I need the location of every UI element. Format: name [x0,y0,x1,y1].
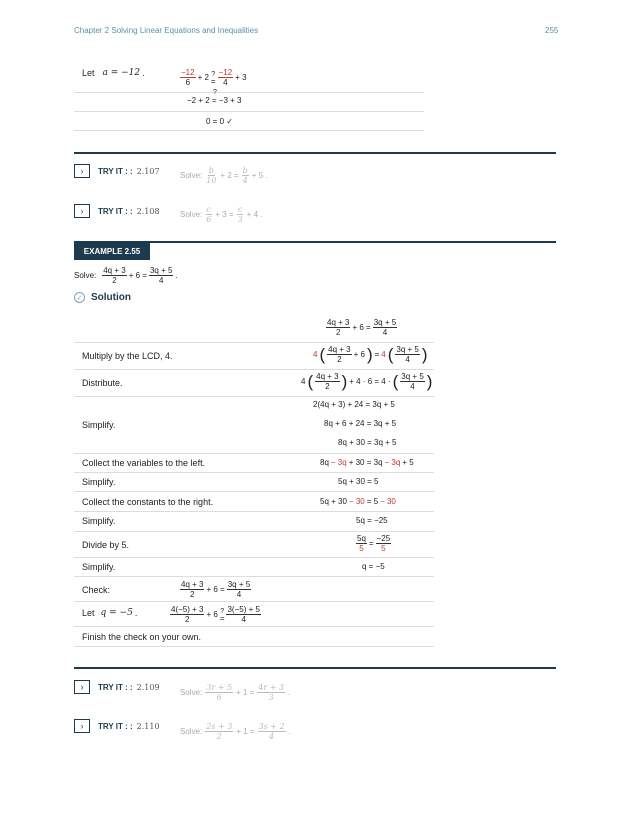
step-5-math: 5q + 30 = 5 [338,477,379,486]
let-a: Let a = −12 . [82,68,145,78]
step-12-label: Finish the check on your own. [82,632,202,642]
check-row-3: 0 = 0 ✓ [206,117,233,126]
try-2-107-problem: Solve: $\frac{b}{10}$ + 2 = $\frac{b}{4}$ + 5 . [180,166,268,185]
step-2-math: 4 ( $\frac{4q + 3}{2}$ ) + 4 · 6 = 4 · ( $\frac{3q + 5}{4}$ ) [301,372,433,391]
step-4-math: 8q − 3q + 30 = 3q − 3q + 5 [320,458,414,467]
step-9-math: q = −5 [362,562,385,571]
let-var: a = −12 [102,68,141,78]
step-6-math: 5q + 30 − 30 = 5 − 30 [320,497,396,506]
step-3c-math: 8q + 30 = 3q + 5 [338,438,397,447]
try-it-2-107[interactable]: › TRY IT : : 2.107 [74,163,160,179]
check-row-2: −2 + 2 = −3 + 3 ? [187,89,242,105]
try-it-2-110[interactable]: › TRY IT : : 2.110 [74,718,160,734]
step-6-label: Collect the constants to the right. [82,497,214,507]
step-10-math: $\frac{4q + 3}{2}$ + 6 = $\frac{3q + 5}{4}$ [181,580,251,599]
try-2-108-problem: Solve: $\frac{c}{6}$ + 3 = $\frac{c}{3}$ + 4 . [180,205,263,224]
step-7-math: 5q = −25 [356,516,388,525]
step-3a-math: 2(4q + 3) + 24 = 3q + 5 [313,400,395,409]
chapter-header: Chapter 2 Solving Linear Equations and Inequalities [74,26,259,35]
step-0-equation: $\frac{4q + 3}{2}$ + 6 = $\frac{3q + 5}{4}$ [327,318,397,337]
chevron-right-icon[interactable]: › [74,204,90,218]
step-8-math: $\frac{5q}{5}$ = $\frac{-25}{5}$ [357,534,391,553]
step-4-label: Collect the variables to the left. [82,458,206,468]
fraction: $\frac{-12}{4}$ [218,68,233,87]
step-8-label: Divide by 5. [82,540,130,550]
step-11-label: Let q = −5 . [82,608,138,618]
try-it-2-108[interactable]: › TRY IT : : 2.108 [74,203,160,219]
step-10-label: Check: [82,585,111,595]
page-number: 255 [545,26,559,35]
step-2-label: Distribute. [82,378,123,388]
solution-heading: ✓ Solution [74,292,131,303]
chevron-right-icon[interactable]: › [74,680,90,694]
example-badge: EXAMPLE 2.55 [74,243,150,260]
check-circle-icon: ✓ [74,292,85,303]
step-5-label: Simplify. [82,477,116,487]
chevron-right-icon[interactable]: › [74,164,90,178]
step-9-label: Simplify. [82,562,116,572]
let-label: Let [82,68,95,78]
example-problem: Solve: $\frac{4q + 3}{2}$ + 6 = $\frac{3q + 5}{4}$ . [74,266,178,285]
step-7-label: Simplify. [82,516,116,526]
try-it-2-109[interactable]: › TRY IT : : 2.109 [74,679,160,695]
chevron-right-icon[interactable]: › [74,719,90,733]
check-row-1: $\frac{-12}{6}$ + 2 ? = $\frac{-12}{4}$ + 3 [181,68,247,87]
try-2-109-problem: Solve: $\frac{3r + 5}{6}$ + 1 = $\frac{4r + 3}{3}$ . [180,683,291,702]
try-2-110-problem: Solve: $\frac{2s + 3}{2}$ + 1 = $\frac{3s + 2}{4}$ . [180,722,291,741]
step-11-math: $\frac{4(-5) + 3}{2}$ + 6 ? = $\frac{3(-5) + 5}{4}$ [171,605,260,624]
fraction: $\frac{-12}{6}$ [181,68,195,87]
step-3b-math: 8q + 6 + 24 = 3q + 5 [324,419,397,428]
step-1-label: Multiply by the LCD, 4. [82,351,173,361]
step-1-math: 4 ( $\frac{4q + 3}{2}$ + 6 ) = 4 ( $\frac{3q + 5}{4}$ ) [313,345,428,364]
step-3-label: Simplify. [82,420,116,430]
